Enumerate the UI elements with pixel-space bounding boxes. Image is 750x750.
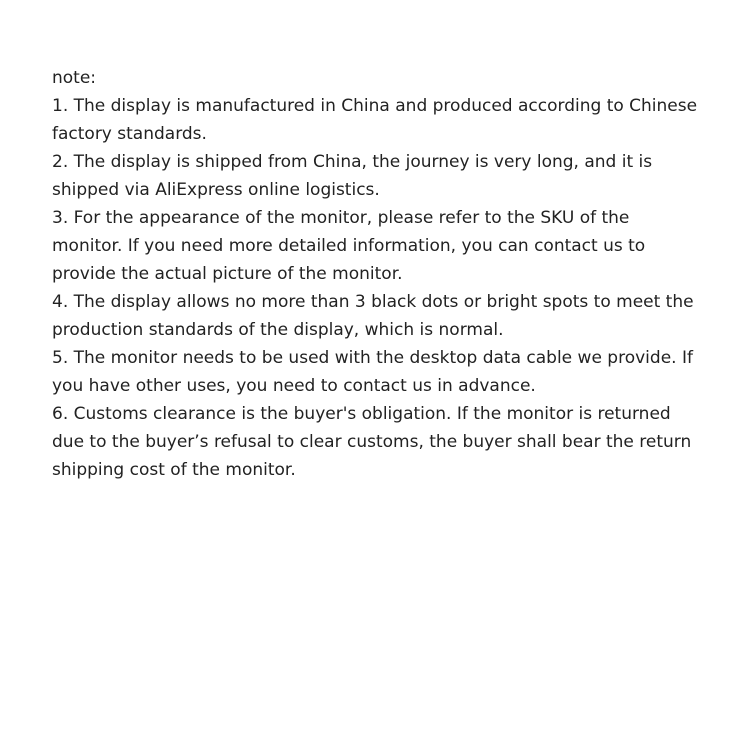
note-item-3: 3. For the appearance of the monitor, please refer to the SKU of the monitor. If you need more detailed information, you can contact us to provide the actual picture of the monitor. <box>52 208 646 284</box>
notes-block <box>52 64 702 484</box>
note-item-5: 5. The monitor needs to be used with the desktop data cable we provide. If you have other uses, you need to contact us in advance. <box>52 348 693 396</box>
note-item-1: 1. The display is manufactured in China and produced according to Chinese factory standards. <box>52 96 698 144</box>
note-item-4: 4. The display allows no more than 3 black dots or bright spots to meet the production standards of the display, which is normal. <box>52 292 694 340</box>
note-item-2: 2. The display is shipped from China, the journey is very long, and it is shipped via AliExpress online logistics. <box>52 152 653 200</box>
note-item-6: 6. Customs clearance is the buyer's obligation. If the monitor is returned due to the buyer’s refusal to clear customs, the buyer shall bear the return shipping cost of the monitor. <box>52 404 692 480</box>
notes-heading: note: <box>52 68 97 88</box>
